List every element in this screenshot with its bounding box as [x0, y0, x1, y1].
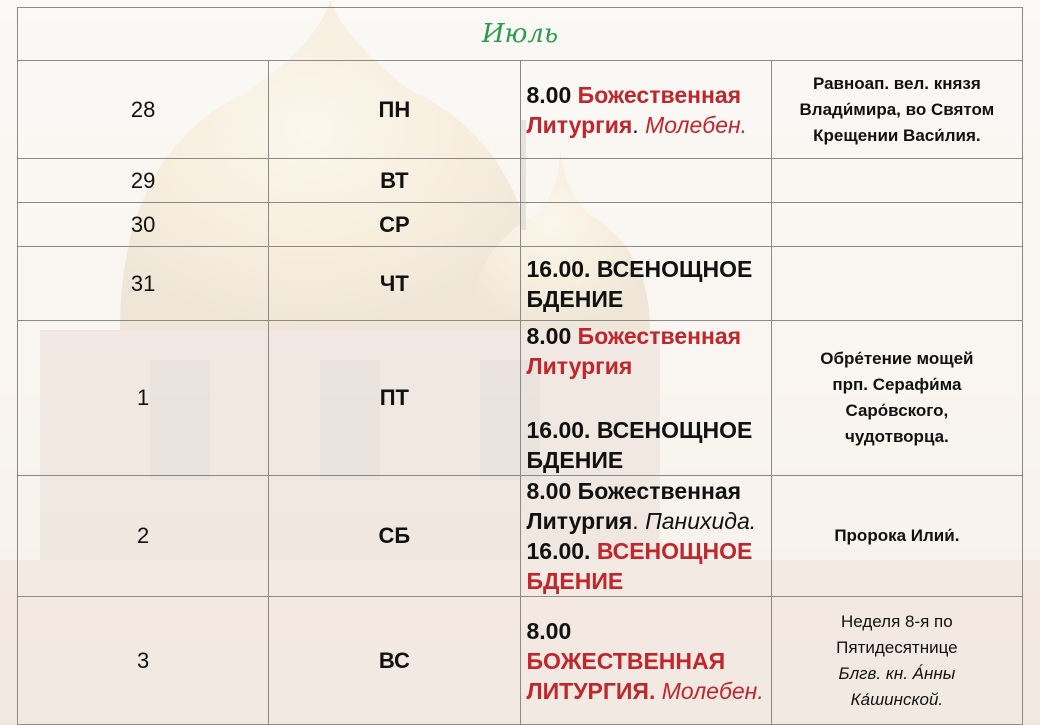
feast-line: прп. Серафи́ма — [832, 375, 962, 394]
table-row — [18, 247, 1023, 321]
feast-line: Блгв. кн. А́нны — [838, 663, 956, 683]
service-name: Божественная Литургия — [526, 323, 742, 379]
weekday: ВС — [269, 597, 520, 725]
weekday: СР — [269, 203, 520, 247]
vigil-text: 16.00. ВСЕНОЩНОЕ БДЕНИЕ — [526, 417, 753, 473]
feast-line: Обре́тение мощей — [820, 349, 974, 368]
service-separator: . — [632, 508, 639, 534]
date-number: 2 — [18, 476, 269, 597]
table-row — [18, 61, 1023, 159]
table-row — [18, 597, 1023, 725]
feast-line: Саро́вского, — [845, 401, 949, 420]
feast-line: Пятидесятнице — [836, 637, 958, 657]
service-time: 8.00 — [526, 478, 572, 504]
service-name: БОЖЕСТВЕННАЯ ЛИТУРГИЯ. — [526, 647, 726, 704]
table-row — [18, 159, 1023, 203]
date-number: 28 — [18, 61, 269, 159]
table-row — [18, 203, 1023, 247]
feast-cell — [771, 476, 1022, 597]
vigil-time: 16.00. — [526, 538, 591, 564]
weekday: ВТ — [269, 159, 520, 203]
service-cell — [520, 61, 771, 159]
service-time: 8.00 — [526, 617, 572, 644]
date-number: 30 — [18, 203, 269, 247]
feast-cell — [771, 203, 1022, 247]
service-cell — [520, 159, 771, 203]
feast-line: Влади́мира, во Святом — [799, 99, 995, 119]
service-cell — [520, 597, 771, 725]
feast-cell — [771, 321, 1022, 476]
feast-cell — [771, 61, 1022, 159]
feast-line: Крещении Васи́лия. — [813, 125, 981, 145]
vigil-name: ВСЕНОЩНОЕ БДЕНИЕ — [526, 538, 753, 594]
service-name: Божественная Литургия — [526, 81, 742, 138]
month-header-row — [18, 8, 1023, 61]
feast-line: Ка́шинской. — [850, 689, 944, 709]
weekday: ПН — [269, 61, 520, 159]
feast-line: чудотворца. — [844, 427, 949, 446]
service-extra: Молебен. — [661, 677, 764, 704]
service-cell — [520, 321, 771, 476]
schedule-table — [17, 7, 1023, 725]
service-name: Божественная Литургия — [526, 478, 742, 534]
table-row — [18, 476, 1023, 597]
feast-line: Неделя 8-я по — [841, 611, 953, 631]
month-title: Июль — [481, 19, 559, 49]
service-cell — [520, 476, 771, 597]
date-number: 31 — [18, 247, 269, 321]
feast-line: Пророка Илии́. — [834, 526, 960, 545]
weekday: ПТ — [269, 321, 520, 476]
feast-cell — [771, 597, 1022, 725]
service-separator: . — [632, 111, 639, 138]
date-number: 1 — [18, 321, 269, 476]
service-time: 8.00 — [526, 323, 572, 349]
vigil-text: 16.00. ВСЕНОЩНОЕ БДЕНИЕ — [520, 247, 771, 321]
feast-cell — [771, 247, 1022, 321]
service-extra: Панихида. — [645, 508, 757, 534]
date-number: 29 — [18, 159, 269, 203]
service-time: 8.00 — [526, 81, 572, 108]
feast-line: Равноап. вел. князя — [812, 73, 981, 93]
weekday: ЧТ — [269, 247, 520, 321]
date-number: 3 — [18, 597, 269, 725]
service-extra: Молебен. — [645, 111, 748, 138]
service-cell — [520, 203, 771, 247]
table-row — [18, 321, 1023, 476]
weekday: СБ — [269, 476, 520, 597]
feast-cell — [771, 159, 1022, 203]
